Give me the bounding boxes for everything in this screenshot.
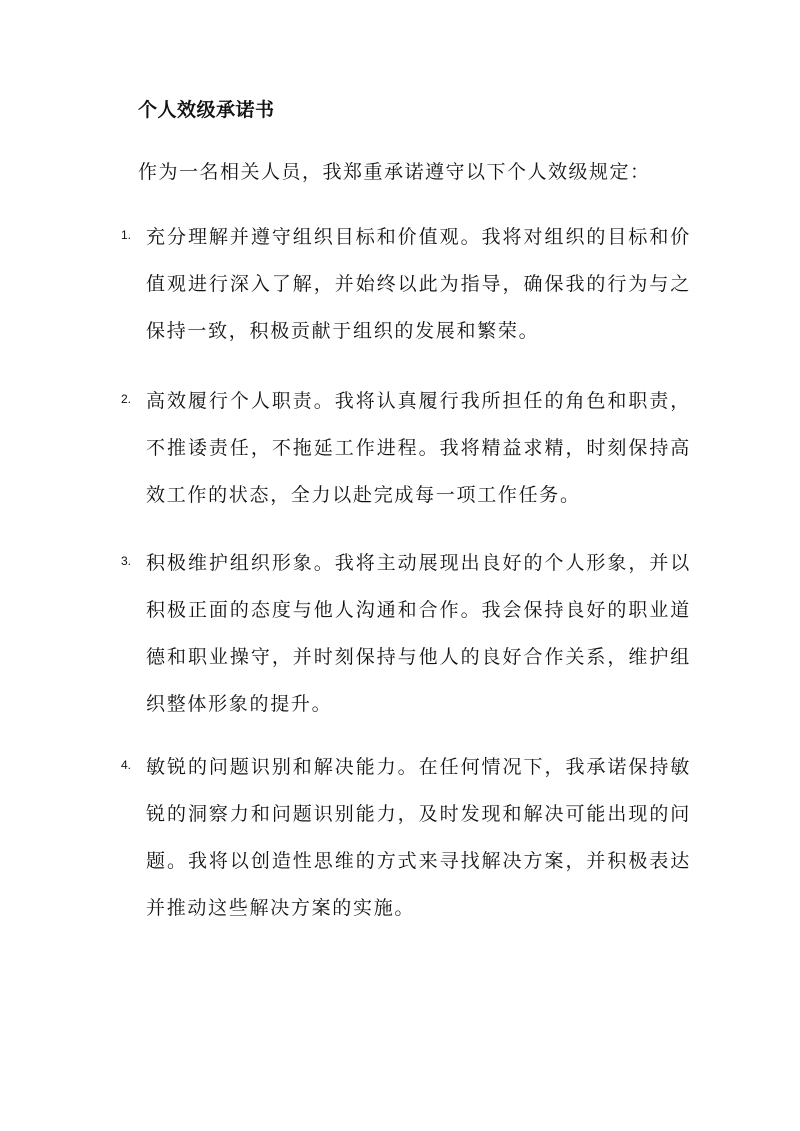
list-item-number: 2. <box>121 392 132 406</box>
list-item-text: 敏锐的问题识别和解决能力。在任何情况下，我承诺保持敏锐的洞察力和问题识别能力，及时发现和解决可能出现的问题。我将以创造性思维的方式来寻找解决方案，并积极表达并推动这些解决方案的实施。 <box>146 756 691 919</box>
list-item-text: 高效履行个人职责。我将认真履行我所担任的角色和职责，不推诿责任，不拖延工作进程。我将精益求精，时刻保持高效工作的状态，全力以赴完成每一项工作任务。 <box>146 390 691 506</box>
document-title: 个人效级承诺书 <box>138 99 275 121</box>
list-item-number: 4. <box>121 758 132 772</box>
list-item-text: 充分理解并遵守组织目标和价值观。我将对组织的目标和价值观进行深入了解，并始终以此为指导，确保我的行为与之保持一致，积极贡献于组织的发展和繁荣。 <box>146 226 691 342</box>
list-item-number: 1. <box>121 228 132 242</box>
list-item-text: 积极维护组织形象。我将主动展现出良好的个人形象，并以积极正面的态度与他人沟通和合作。我会保持良好的职业道德和职业操守，并时刻保持与他人的良好合作关系，维护组织整体形象的提升。 <box>146 552 691 715</box>
list-item-number: 3. <box>121 554 132 568</box>
document-intro: 作为一名相关人员，我郑重承诺遵守以下个人效级规定： <box>138 161 651 183</box>
